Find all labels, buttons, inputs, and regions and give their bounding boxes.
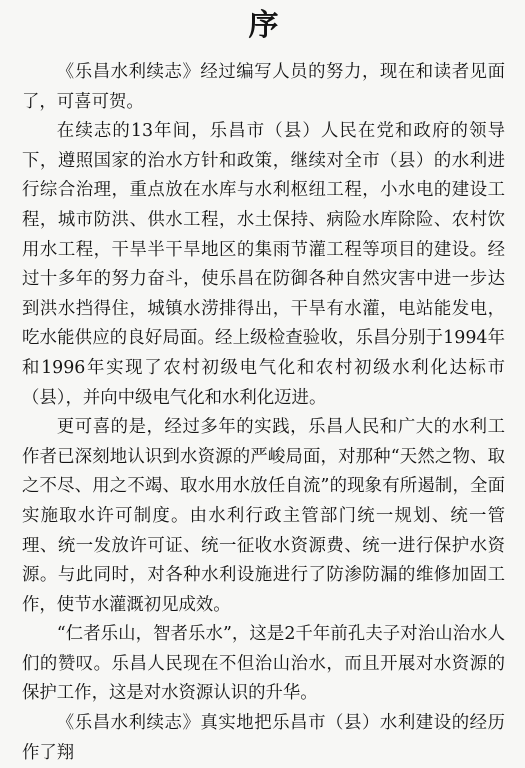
paragraph-4: “仁者乐山，智者乐水”，这是2千年前孔夫子对治山治水人们的赞叹。乐昌人民现在不但治山治水，而且开展对水资源的保护工作，这是对水资源认识的升华。 <box>22 624 505 704</box>
paragraph-2: 在续志的13年间，乐昌市（县）人民在党和政府的领导下，遵照国家的治水方针和政策，继续对全市（县）的水利进行综合治理，重点放在水库与水利枢纽工程，小水电的建设工程，城市防洪、供水工程，水土保持、病险水库除险、农村饮用水工程，干旱半干旱地区的集雨节灌工程等项目的建设。经过十多年的努力奋斗，使乐昌在防御各种自然灾害中进一步达到洪水挡得住，城镇水涝排得出，干旱有水灌，电站能发电，吃水能供应的良好局面。经上级检查验收，乐昌分别于1994年和1996年实现了农村初级电气化和农村初级水利化达标市（县），并向中级电气化和水利化迈进。 <box>22 121 505 408</box>
page-title: 序 <box>248 8 279 43</box>
paragraph-1: 《乐昌水利续志》经过编写人员的努力，现在和读者见面了，可喜可贺。 <box>22 62 505 112</box>
paragraph-3: 更可喜的是，经过多年的实践，乐昌人民和广大的水利工作者已深刻地认识到水资源的严峻局面，对那种“天然之物、取之不尽、用之不竭、取水用水放任自流”的现象有所遏制，全面实施取水许可制度。由水利行政主管部门统一规划、统一管理、统一发放许可证、统一征收水资源费、统一进行保护水资源。与此同时，对各种水利设施进行了防渗防漏的维修加固工作，使节水灌溉初见成效。 <box>22 417 505 615</box>
paragraph-5: 《乐昌水利续志》真实地把乐昌市（县）水利建设的经历作了翔 <box>22 713 505 763</box>
